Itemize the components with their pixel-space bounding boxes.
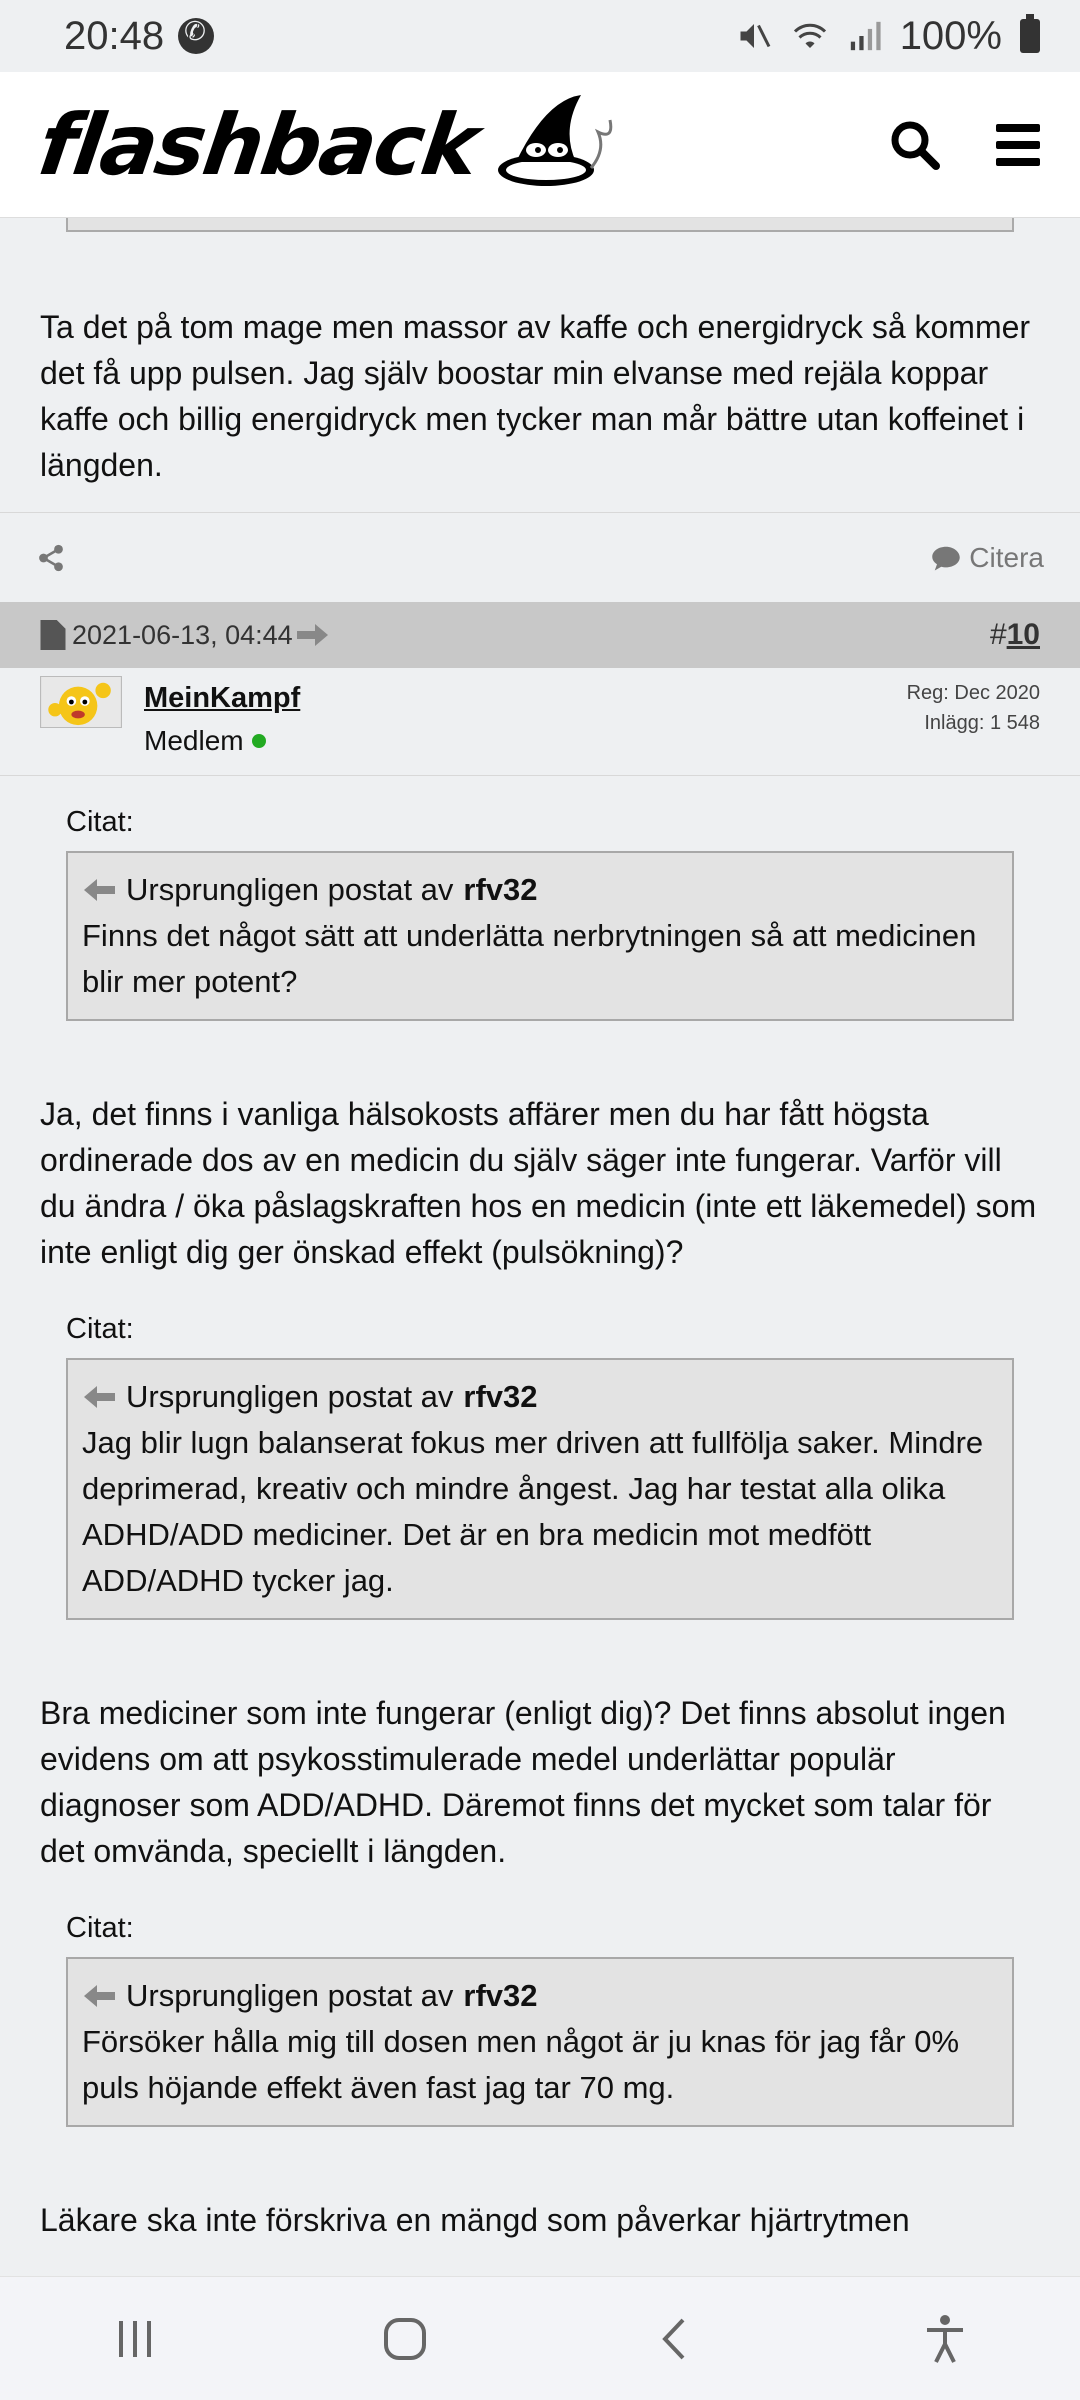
hamburger-menu-icon[interactable] (996, 124, 1040, 166)
reply-text: Ja, det finns i vanliga hälsokosts affärer men du har fått högsta ordinerade dos av en medicin du själv säger inte fungerar. Varför vill du ändra / öka påslagskraften hos en medicin (inte ett läkemedel) som inte enligt dig ger önskad effekt (pulsökning)? (40, 1096, 1037, 1270)
search-icon[interactable] (890, 120, 940, 170)
quote-author: rfv32 (463, 1978, 538, 2013)
wifi-icon (790, 18, 830, 54)
quote-author: rfv32 (463, 872, 538, 907)
online-status-icon (252, 734, 266, 748)
post-actions-bar (0, 512, 1080, 602)
back-icon[interactable] (653, 2317, 697, 2361)
status-bar (0, 0, 1080, 72)
battery-percent: 100% (899, 13, 1002, 58)
mute-icon (736, 18, 772, 54)
system-nav-bar (0, 2276, 1080, 2400)
battery-icon (1020, 19, 1040, 53)
document-icon (40, 620, 66, 650)
site-header (0, 72, 1080, 218)
quote-box-end (66, 218, 1014, 232)
post-body: Ta det på tom mage men massor av kaffe och energidryck så kommer det få upp pulsen. Jag själv boostar min elvanse med rejäla koppar kaffe och billig energidryck men tycker man mår bättre utan koffeinet i längden. (40, 309, 1031, 483)
arrow-left-icon[interactable] (82, 1984, 116, 2008)
quote-label: Citat: (66, 1912, 134, 1944)
quote-prefix: Ursprungligen postat av (126, 872, 454, 907)
site-logo[interactable]: flashback (33, 95, 484, 194)
quote-label: Citat: (66, 806, 134, 838)
quote-button[interactable] (931, 542, 1044, 574)
arrow-right-icon[interactable] (297, 623, 329, 647)
quote-text: Finns det något sätt att underlätta nerbrytningen så att medicinen blir mer potent? (82, 918, 977, 999)
quote-author: rfv32 (463, 1379, 538, 1414)
quote-text: Jag blir lugn balanserat fokus mer driven att fullfölja saker. Mindre deprimerad, kreativ och mindre ångest. Jag har testat alla olika ADHD/ADD mediciner. Det är en bra medicin mot medfött ADD/ADHD tycker jag. (82, 1425, 984, 1598)
quote-box (66, 1957, 1014, 2127)
status-time: 20:48 (64, 13, 165, 58)
reply-text: Läkare ska inte förskriva en mängd som påverkar hjärtrytmen (40, 2202, 910, 2238)
post-number[interactable]: #10 (989, 618, 1040, 651)
quote-label: Citat: (66, 1313, 134, 1345)
reply-text: Bra mediciner som inte fungerar (enligt dig)? Det finns absolut ingen evidens om att psykosstimulerade medel underlättar populär diagnoser som ADD/ADHD. Däremot finns det mycket som talar för det omvända, speciellt i längden. (40, 1695, 1006, 1869)
home-icon[interactable] (383, 2317, 427, 2361)
user-title: Medlem (144, 725, 244, 756)
quote-prefix: Ursprungligen postat av (126, 1379, 454, 1414)
post-date: 2021-06-13, 04:44 (72, 619, 293, 650)
share-icon[interactable] (36, 543, 66, 573)
thread-content (0, 218, 1080, 2243)
user-post-count: Inlägg: 1 548 (924, 712, 1040, 734)
status-icons (736, 14, 1040, 59)
quote-box (66, 851, 1014, 1021)
quote-button-label: Citera (969, 541, 1044, 573)
quote-box (66, 1358, 1014, 1620)
arrow-left-icon[interactable] (82, 1385, 116, 1409)
avatar[interactable] (40, 676, 122, 728)
signal-icon (848, 18, 882, 54)
mascot-logo-icon (486, 90, 626, 200)
username-link[interactable]: MeinKampf (144, 682, 301, 714)
user-registered: Reg: Dec 2020 (906, 682, 1040, 704)
arrow-left-icon[interactable] (82, 878, 116, 902)
speech-bubble-icon (931, 544, 961, 572)
call-icon (178, 18, 214, 54)
post-header (0, 602, 1080, 668)
recent-apps-icon[interactable] (113, 2317, 157, 2361)
quote-text: Försöker hålla mig till dosen men något är ju knas för jag får 0% puls höjande effekt även fast jag tar 70 mg. (82, 2024, 960, 2105)
quote-prefix: Ursprungligen postat av (126, 1978, 454, 2013)
accessibility-icon[interactable] (923, 2314, 967, 2364)
post-author (0, 668, 1080, 776)
